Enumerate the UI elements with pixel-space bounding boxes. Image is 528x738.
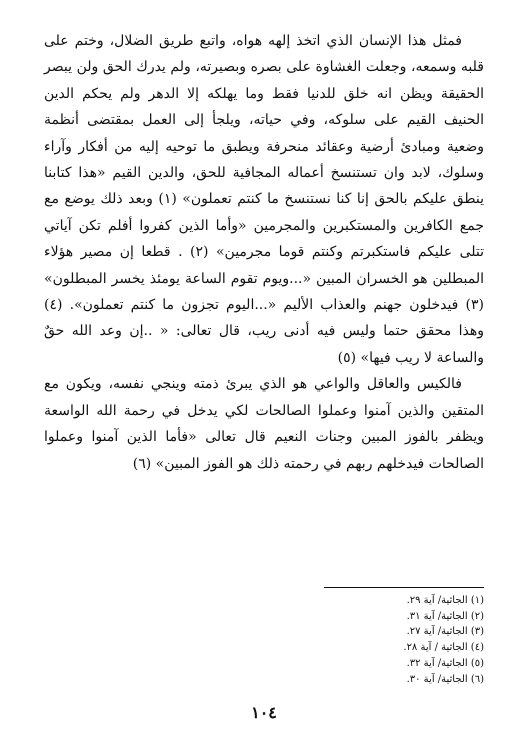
footnote-2: (٢) الجاثية/ آية ٣١. xyxy=(406,610,484,622)
paragraph-1: فمثل هذا الإنسان الذي اتخذ إلهه هواه، واتبع طريق الضلال، وختم على قلبه وسمعه، وجعلت الغشاوة على بصره وبصيرته، ولم يدرك الحق ولن يبصر الحقيقة ويظن انه خلق للدنيا فقط وما يهلكه إلا الدهر ولم يحكم الدين الحنيف القيم على سلوكه، وفي حياته، ويلجأ إلى العمل بمقتضى أنظمة وضعية ومبادئ أرضية وعقائد منحرفة ويطبق ما توحيه إليه من أفكار وآراء وسلوك، لابد وان تستنسخ أعماله المجافية للحق، والدين القيم «هذا كتابنا ينطق عليكم بالحق إنا كنا نستنسخ ما كنتم تعملون» (١) وبعد ذلك يوضع مع جمع الكافرين والمستكبرين والمجرمين «وأما الذين كفروا أفلم تكن آياتي تتلى عليكم فاستكبرتم وكنتم قوما مجرمين» (٢) . قطعا إن مصير هؤلاء المبطلين هو الخسران المبين «...ويوم تقوم الساعة يومئذ يخسر المبطلون» (٣) فيدخلون جهنم والعذاب الأليم «...اليوم تجزون ما كنتم تعملون». (٤) وهذا محقق حتما وليس فيه أدنى ريب، قال تعالى: « ..إن وعد الله حقٌ والساعة لا ريب فيها» (٥) xyxy=(44,33,485,366)
paragraph-2: فالكيس والعاقل والواعي هو الذي يبرئ ذمته وينجي نفسه، ويكون مع المتقين والذين آمنوا وعملوا الصالحات لكي يدخل في رحمة الله الواسعة ويظفر بالفوز المبين وجنات النعيم قال تعالى «فأما الذين آمنوا وعملوا الصالحات فيدخلهم ربهم في رحمته ذلك هو الفوز المبين» (٦) xyxy=(44,376,484,472)
main-text xyxy=(44,28,484,477)
footnote-1: (١) الجاثية/ آية ٢٩. xyxy=(406,595,484,606)
footnote-5: (٥) الجاثية/ آية ٣٢. xyxy=(406,657,484,669)
footnote-separator xyxy=(324,587,484,588)
footnote-4: (٤) الجاثية / آية ٢٨. xyxy=(403,642,484,654)
footnote-6: (٦) الجاثية/ آية ٣٠. xyxy=(406,673,484,685)
page-number: ١٠٤ xyxy=(251,703,277,722)
footnotes xyxy=(284,593,484,687)
footnote-3: (٣) الجاثية/ آية ٢٧. xyxy=(406,626,484,638)
